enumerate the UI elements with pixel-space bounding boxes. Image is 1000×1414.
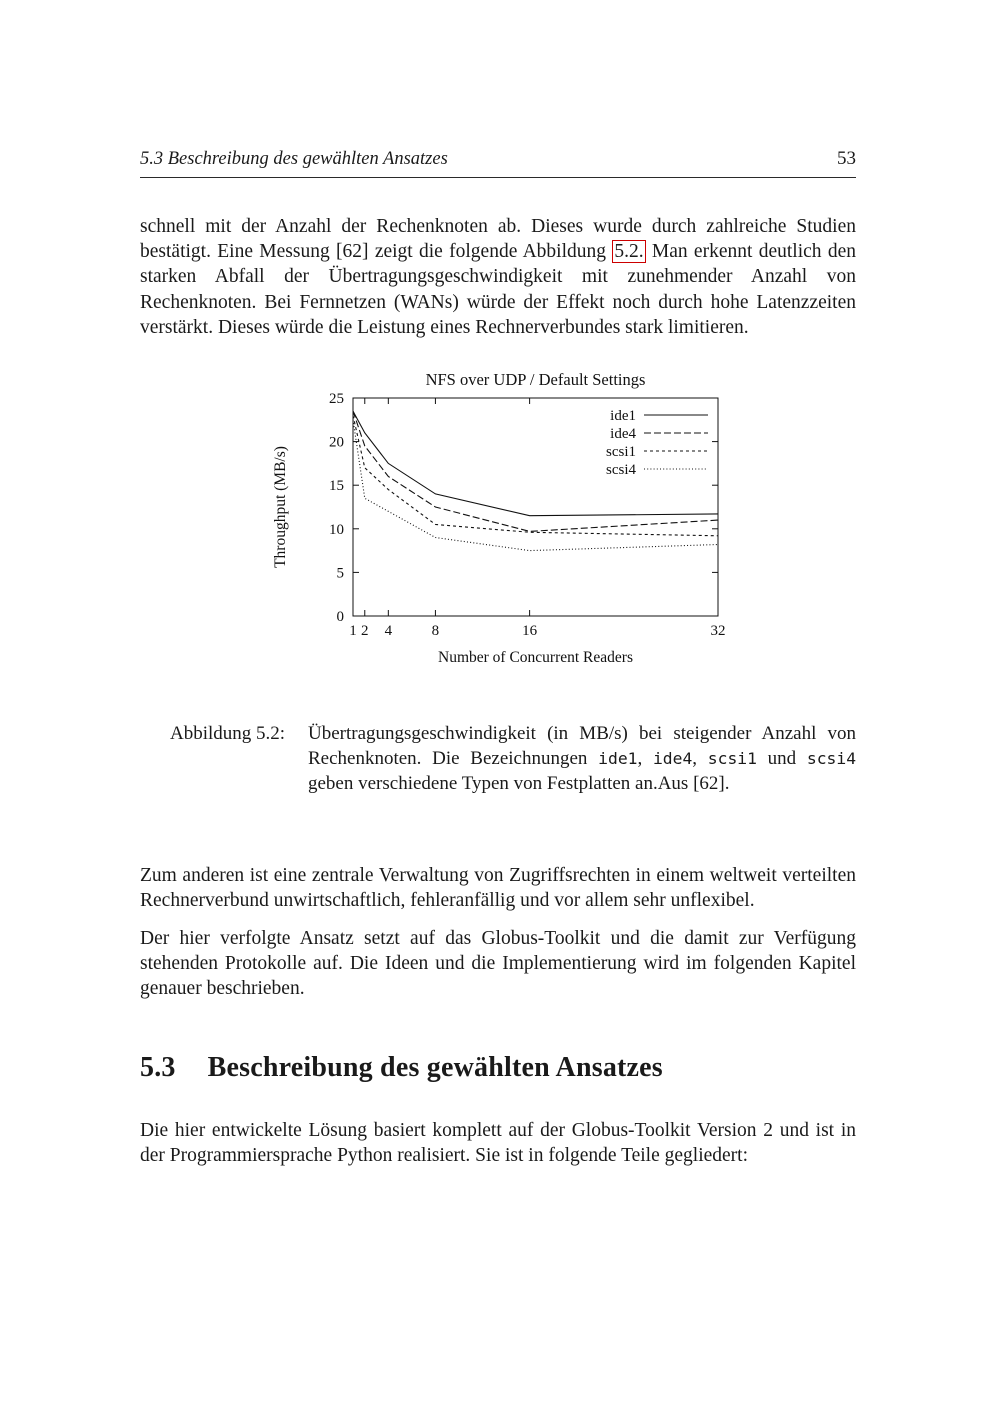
text-segment: , [692, 748, 708, 770]
figure-caption-label: Abbildung 5.2: [170, 723, 286, 745]
legend-label-scsi4: scsi4 [606, 462, 636, 479]
paragraph-loesung: Die hier entwickelte Lösung basiert komplett auf der Globus-Toolkit Version 2 und ist in der Programmiersprache Python realisiert. Sie ist in folgende Teile gegliedert: [140, 1119, 856, 1166]
legend-label-ide4: ide4 [610, 426, 636, 443]
series-ide1 [353, 411, 718, 516]
chart-text: 5 [336, 565, 344, 582]
text-segment: Man erkennt deutlich den starken Abfall der Übertragungsgeschwindigkeit mit zunehmender Anzahl von Rechenknoten. Bei Fernnetzen (WANs) würde der Effekt noch durch hohe Latenzzeiten verstärkt. Dieses würde die Leistung eines Rechnerverbundes stark limitieren. [140, 241, 856, 338]
paragraph-intro [140, 214, 856, 340]
section-number: 5.3 [140, 1051, 176, 1083]
text-segment: , [637, 748, 653, 770]
chart-text: 25 [329, 391, 344, 408]
series-ide4 [353, 411, 718, 531]
text-segment: ide1 [598, 749, 638, 769]
chart-text: 0 [336, 609, 344, 626]
chart-text: 8 [431, 623, 440, 640]
plot-border [353, 398, 718, 616]
text-segment: ide4 [652, 749, 693, 769]
figure-ref-link[interactable]: 5.2. [614, 241, 644, 263]
chart-text: 10 [329, 521, 344, 538]
figure-caption [140, 721, 856, 797]
chart-text: Number of Concurrent Readers [438, 649, 633, 667]
text-segment: scsi4 [806, 749, 857, 769]
chart-text: 4 [384, 623, 393, 640]
chart-text: 20 [329, 434, 344, 451]
chart-text: 16 [522, 623, 538, 640]
chart-text: Throughput (MB/s) [272, 446, 289, 568]
document-page [140, 148, 856, 1168]
text-segment: geben verschiedene Typen von Festplatten an.Aus [62]. [308, 773, 730, 795]
chart-text: 15 [329, 478, 344, 495]
text-segment: Übertragungsgeschwindigkeit (in MB/s) bei steigender Anzahl von Rechenknoten. Die Bezeichnungen [308, 723, 856, 770]
chart-text: NFS over UDP / Default Settings [425, 370, 646, 390]
legend-label-ide1: ide1 [610, 408, 636, 425]
running-header [140, 148, 856, 178]
section-heading [140, 1052, 856, 1084]
paragraph-ansatz: Der hier verfolgte Ansatz setzt auf das Globus-Toolkit und die damit zur Verfügung stehenden Protokolle auf. Die Ideen und die Implementierung wird im folgenden Kapitel genauer beschrieben. [140, 928, 856, 1000]
page-number: 53 [837, 148, 856, 169]
chart-text: 2 [361, 623, 369, 640]
figure-5-2 [140, 368, 856, 685]
text-segment: scsi1 [707, 749, 757, 769]
figure-chart [268, 368, 728, 680]
running-header-title: 5.3 Beschreibung des gewählten Ansatzes [140, 149, 448, 169]
paragraph-zum-anderen: Zum anderen ist eine zentrale Verwaltung von Zugriffsrechten in einem weltweit verteilten Rechnerverbund unwirtschaftlich, fehleranfällig und vor allem sehr unflexibel. [140, 864, 856, 911]
chart-text: 1 [349, 623, 357, 640]
legend-label-scsi1: scsi1 [606, 444, 636, 461]
text-segment: schnell mit der Anzahl der Rechenknoten ab. Dieses wurde durch zahlreiche Studien bestätigt. Eine Messung [62] zeigt die folgende Abbildung [140, 216, 856, 263]
chart-text: 32 [710, 623, 726, 640]
text-segment: und [756, 748, 807, 770]
section-title: Beschreibung des gewählten Ansatzes [207, 1051, 663, 1083]
figure-caption-text [308, 721, 856, 797]
